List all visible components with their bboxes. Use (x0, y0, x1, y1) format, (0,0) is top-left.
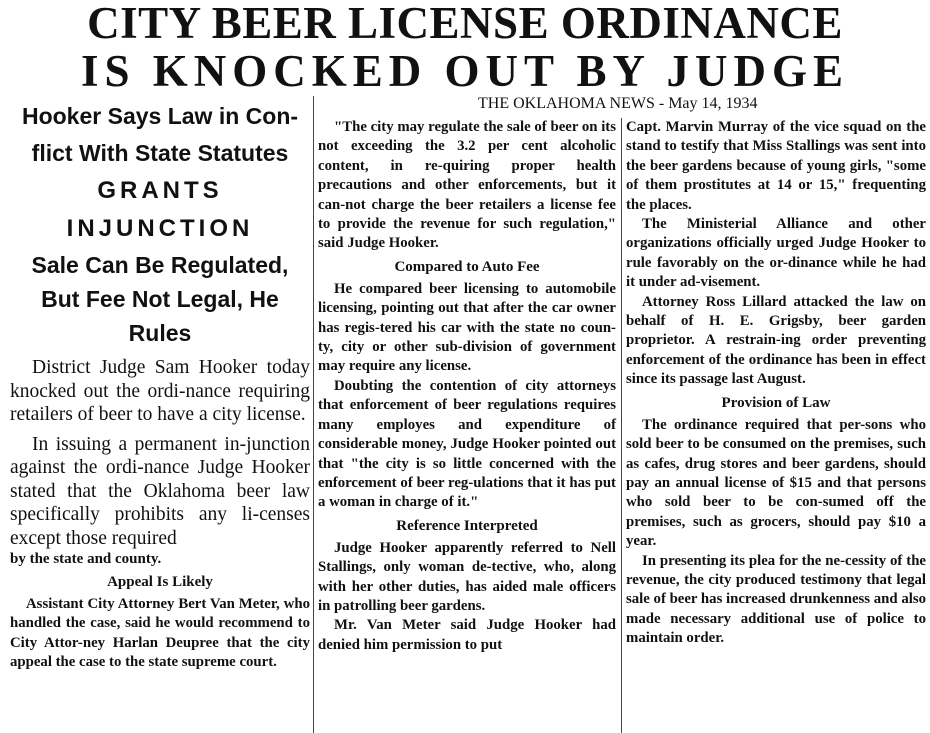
subhead-auto-fee: Compared to Auto Fee (394, 258, 540, 275)
deck-subheadline: Hooker Says Law in Con-flict With State Statutes (21, 103, 299, 166)
body-paragraph: Judge Hooker apparently referred to Nell Stallings, only woman de-tective, who, along with her other duties, has aided male officers in patrolling beer gardens. (318, 539, 616, 614)
body-paragraph: The Ministerial Alliance and other organizations officially urged Judge Hooker to rule favorably on the or-dinance while he had it under ad-visement. (626, 216, 926, 291)
headline-line-2: IS KNOCKED OUT BY JUDGE (80, 46, 850, 96)
subhead-appeal: Appeal Is Likely (107, 574, 213, 590)
lead-paragraph-1: District Judge Sam Hooker today knocked out the ordi-nance requiring retailers of beer to have a city license. (10, 357, 310, 425)
body-paragraph: "The city may regulate the sale of beer on its not exceeding the 3.2 per cent alcoholic content, in re-quiring proper health precautions and other enforcements, but it can-not charge the beer retailers a license fee to provide the revenue for such regulation," said Judge Hooker. (318, 119, 616, 252)
body-paragraph: He compared beer licensing to automobile licensing, pointing out that after the car owner has regis-tered his car with the state no coun-ty, city or other sub-division of government may require any license. (318, 280, 616, 375)
lead-paragraph-2: In issuing a permanent in-junction against the ordi-nance Judge Hooker stated that the Oklahoma beer law specifically prohibits any li-censes except those required (10, 433, 310, 549)
headline-line-1: CITY BEER LICENSE ORDINANCE (87, 0, 843, 48)
deck-ruling: Sale Can Be Regulated, But Fee Not Legal, He Rules (31, 252, 289, 346)
body-paragraph: Doubting the contention of city attorneys that enforcement of beer regulations requires many employes and expenditure of considerable money, Judge Hooker pointed out that "the city is so little concerned with the enforcement of beer reg-ulations that it has put a woman in charge of it." (318, 377, 616, 511)
dateline: THE OKLAHOMA NEWS - May 14, 1934 (478, 95, 758, 112)
column-2 (318, 118, 616, 655)
column-rule (621, 118, 622, 733)
body-paragraph: Assistant City Attorney Bert Van Meter, who handled the case, said he would recommend to City Attor-ney Harlan Deupree that the city appeal the case to the state supreme court. (10, 596, 310, 671)
body-paragraph: The ordinance required that per-sons who sold beer to be consumed on the premises, such as cafes, drug stores and beer gardens, should pay an annual license of $15 and that persons who sold beer to be con-sumed off the premises, such as grocers, should pay $10 a year. (626, 416, 926, 550)
body-paragraph: Capt. Marvin Murray of the vice squad on the stand to testify that Miss Stallings was sent into the beer gardens because of young girls, "some of them prostitutes at 14 or 15," frequenting the places. (626, 119, 926, 213)
body-paragraph: Mr. Van Meter said Judge Hooker had denied him permission to put (318, 617, 616, 653)
deck-injunction: GRANTS INJUNCTION (66, 177, 254, 242)
subhead-reference: Reference Interpreted (396, 517, 538, 534)
column-3 (626, 118, 926, 649)
subhead-provision: Provision of Law (721, 394, 831, 411)
column-1 (10, 96, 310, 673)
lead-paragraph-2-tail: by the state and county. (10, 551, 162, 567)
body-paragraph: In presenting its plea for the ne-cessity of the revenue, the city produced testimony that legal sale of beer has increased drunkenness and also made necessary additional use of police to maintain order. (626, 552, 926, 647)
column-rule (313, 96, 314, 733)
body-paragraph: Attorney Ross Lillard attacked the law on behalf of H. E. Grigsby, beer garden proprietor. A restrain-ing order preventing enforcement of the ordinance has been in effect since its passage last August. (626, 293, 926, 388)
